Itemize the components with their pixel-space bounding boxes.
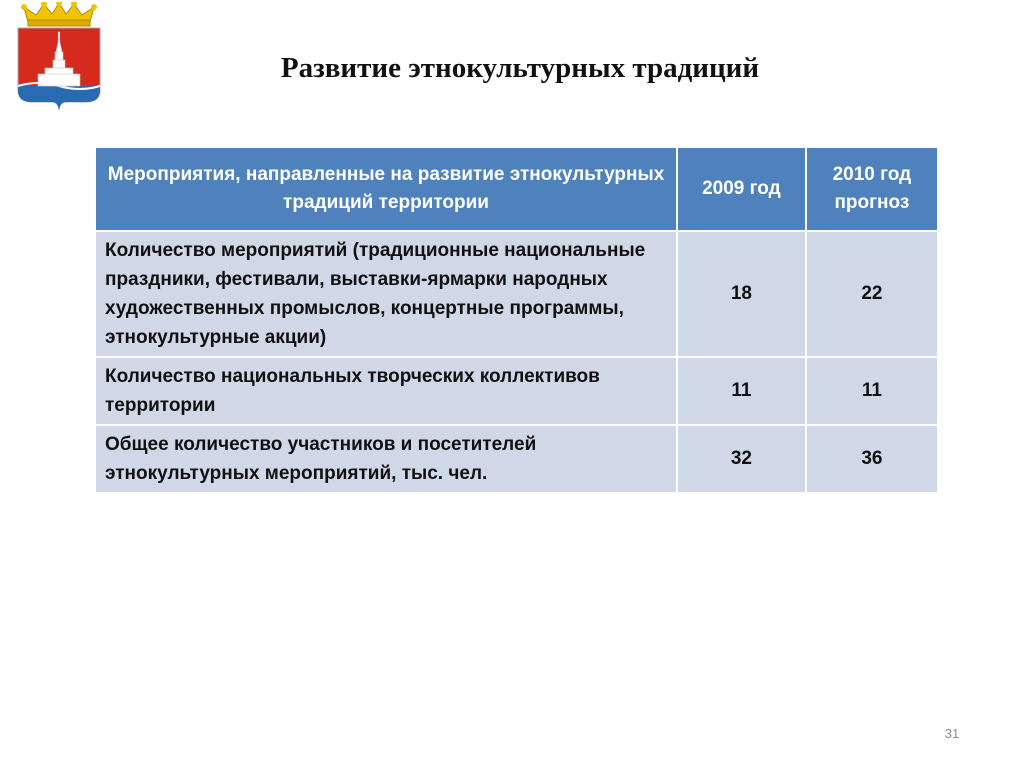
header-cell-2009: 2009 год bbox=[677, 147, 806, 231]
coat-of-arms-icon bbox=[14, 2, 104, 112]
header-cell-activities: Мероприятия, направленные на развитие этнокультурных традиций территории bbox=[95, 147, 677, 231]
table-row bbox=[95, 231, 938, 357]
cell-2010-value: 22 bbox=[806, 231, 938, 357]
cell-2009-value: 18 bbox=[677, 231, 806, 357]
crown-icon bbox=[21, 2, 97, 26]
page-number: 31 bbox=[944, 726, 960, 741]
row-label-participants-total: Общее количество участников и посетителей этнокультурных мероприятий, тыс. чел. bbox=[95, 425, 677, 493]
row-label-collectives-count: Количество национальных творческих коллективов территории bbox=[95, 357, 677, 425]
row-label-events-count: Количество мероприятий (традиционные национальные праздники, фестивали, выставки-ярмарки народных художественных промыслов, концертные программы, этнокультурные акции) bbox=[95, 231, 677, 357]
table-row bbox=[95, 357, 938, 425]
table-header-row bbox=[95, 147, 938, 231]
table-row bbox=[95, 425, 938, 493]
traditions-table bbox=[94, 146, 939, 494]
cell-2009-value: 11 bbox=[677, 357, 806, 425]
cell-2010-value: 11 bbox=[806, 357, 938, 425]
cell-2009-value: 32 bbox=[677, 425, 806, 493]
header-cell-2010-forecast: 2010 год прогноз bbox=[806, 147, 938, 231]
slide-title: Развитие этнокультурных традиций bbox=[280, 52, 760, 84]
cell-2010-value: 36 bbox=[806, 425, 938, 493]
